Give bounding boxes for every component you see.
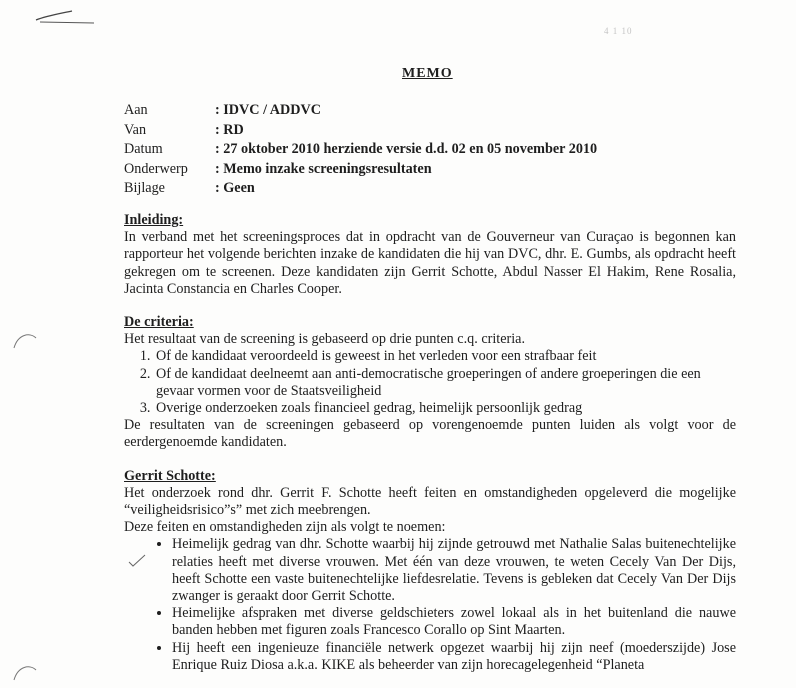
criteria-outro: De resultaten van de screeningen gebaseerd op vorengenoemde punten luiden als volgt voor de eerdergenoemde kandidaten. — [124, 417, 736, 451]
punch-hole-mark — [12, 662, 38, 682]
criteria-item: 1. Of de kandidaat veroordeeld is geweest in het verleden voor een strafbaar feit — [154, 348, 736, 365]
schotte-bullet-list — [124, 536, 736, 674]
header-value: : IDVC / ADDVC — [215, 102, 322, 118]
faint-page-note: 4 1 10 — [604, 26, 633, 36]
section-heading-schotte: Gerrit Schotte: — [124, 467, 216, 484]
criteria-intro: Het resultaat van de screening is gebaseerd op drie punten c.q. criteria. — [124, 331, 526, 348]
criteria-item: 2. Of de kandidaat deelneemt aan anti-democratische groeperingen of andere groeperingen die een gevaar vormen voor de Staatsveiligheid — [154, 366, 736, 400]
criteria-list — [124, 348, 736, 417]
memo-header — [124, 101, 597, 199]
header-label: Bijlage — [124, 180, 165, 196]
handwritten-mark — [34, 8, 98, 26]
memo-title: MEMO — [402, 66, 453, 81]
header-row-aan — [124, 101, 597, 121]
bullet-item: • Heimelijke afspraken met diverse geldschieters zowel lokaal als in het buitenland die nauwe banden hebben met figuren zoals Francesco Corallo op Sint Maarten. — [172, 605, 736, 639]
punch-hole-mark — [12, 330, 38, 350]
bullet-item: • Heimelijk gedrag van dhr. Schotte waarbij hij zijnde getrouwd met Nathalie Salas buitenechtelijke relaties heeft met diverse vrouwen. Met één van deze vrouwen, te weten Cecely Van Der Dijs, heeft Schotte een vaste buitenechtelijke liefdesrelatie. Tevens is gebleken dat Cecely Van Der Dijs zwanger is geraakt door Gerrit Schotte. — [172, 536, 736, 605]
header-label: Aan — [124, 102, 148, 118]
inleiding-paragraph: In verband met het screeningsproces dat in opdracht van de Gouverneur van Curaçao is begonnen kan rapporteur het volgende berichten inzake de kandidaten die hij van DVC, dhr. E. Gumbs, als opdracht heeft gekregen om te screenen. Deze kandidaten zijn Gerrit Schotte, Abdul Nasser El Hakim, Rene Rosalia, Jacinta Constancia en Charles Cooper. — [124, 229, 736, 297]
schotte-paragraph: Het onderzoek rond dhr. Gerrit F. Schotte heeft feiten en omstandigheden opgeleverd die mogelijke “veiligheidsrisico”s” met zich meebrengen. — [124, 484, 736, 519]
section-heading-criteria: De criteria: — [124, 314, 194, 331]
schotte-list-intro: Deze feiten en omstandigheden zijn als volgt te noemen: — [124, 519, 446, 536]
header-value: : 27 oktober 2010 herziende versie d.d. 02 en 05 november 2010 — [215, 141, 598, 157]
section-heading-inleiding: Inleiding: — [124, 212, 184, 228]
header-value: : Memo inzake screeningsresultaten — [215, 160, 432, 177]
criteria-item: 3. Overige onderzoeken zoals financieel gedrag, heimelijk persoonlijk gedrag — [154, 400, 736, 417]
header-row-onderwerp — [124, 160, 597, 180]
header-value: : RD — [215, 121, 244, 138]
header-row-bijlage — [124, 179, 597, 199]
header-row-van — [124, 121, 597, 141]
header-label: Onderwerp — [124, 160, 188, 177]
memo-body — [124, 212, 736, 674]
header-row-datum — [124, 140, 597, 160]
header-value: : Geen — [215, 180, 255, 196]
header-label: Van — [124, 121, 147, 138]
header-label: Datum — [124, 141, 163, 157]
bullet-item: • Hij heeft een ingenieuze financiële netwerk opgezet waarbij hij zijn neef (moederszijde) Jose Enrique Ruiz Diosa a.k.a. KIKE als beheerder van zijn horecagelegenheid “Planeta — [172, 640, 736, 674]
